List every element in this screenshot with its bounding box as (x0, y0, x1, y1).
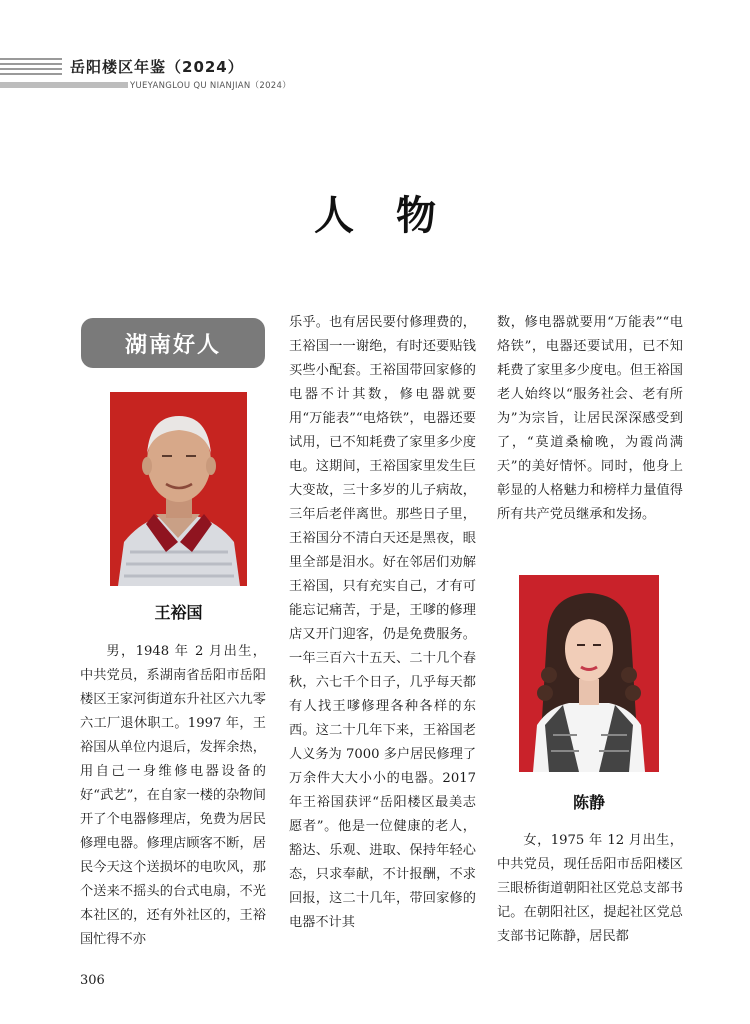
running-header-subtitle: YUEYANGLOU QU NIANJIAN（2024） (130, 81, 291, 91)
portrait-photo-wang-yuguo (110, 392, 247, 586)
person-name-wang-yuguo: 王裕国 (154, 603, 203, 622)
category-tag: 湖南好人 (81, 318, 265, 368)
portrait-man-illustration (110, 392, 247, 586)
paragraph-chen-jing-bio: 女，1975 年 12 月出生，中共党员，现任岳阳市岳阳楼区三眼桥街道朝阳社区党总支部书记。在朝阳社区，提起社区党总支部书记陈静，居民都 (497, 833, 683, 944)
person-name-chen-jing: 陈静 (572, 793, 605, 812)
text-column-3-lower (497, 829, 683, 949)
paragraph-wang-yuguo-conclusion: 数，修电器就要用“万能表”“电烙铁”，电器还要试用，已不知耗费了家里多少度电。但王裕国老人始终以“服务社会、老有所为”为宗旨，让居民深深感受到了，“莫道桑榆晚，为霞尚满天”的美好情怀。同时，他身上彰显的人格魅力和榜样力量值得所有共产党员继承和发扬。 (497, 315, 683, 522)
text-column-2 (289, 311, 476, 935)
running-header-title: 岳阳楼区年鉴（2024） (70, 58, 244, 76)
text-column-1 (80, 640, 266, 952)
header-rule-lines (0, 58, 62, 80)
portrait-woman-illustration (519, 575, 659, 772)
page-number: 306 (80, 973, 105, 988)
paragraph-wang-yuguo-bio: 男，1948 年 2 月出生，中共党员，系湖南省岳阳市岳阳楼区王家河街道东升社区六九零六工厂退休职工。1997 年，王裕国从单位内退后，发挥余热，用自己一身维修电器设备的好“武艺”，在自家一楼的杂物间开了个电器修理店，免费为居民修理电器。修理店顾客不断，居民今天这个送损坏的电吹风，那个送来不摇头的台式电扇，不光本社区的，还有外社区的，王裕国忙得不亦 (80, 644, 266, 947)
section-title: 人物 (314, 193, 478, 239)
paragraph-wang-yuguo-continued: 乐乎。也有居民要付修理费的，王裕国一一谢绝，有时还要贴钱买些小配套。王裕国带回家修的电器不计其数，修电器就要用“万能表”“电烙铁”，电器还要试用，已不知耗费了家里多少度电。这期间，王裕国家里发生巨大变故，三十多岁的儿子病故，三年后老伴离世。那些日子里，王裕国分不清白天还是黑夜，眼里全部是泪水。好在邻居们劝解王裕国，只有充实自己，才有可能忘记痛苦，于是，王嗲的修理店又开门迎客，仍是免费服务。一年三百六十五天、二十几个春秋，六七千个日子，几乎每天都有人找王嗲修理各种各样的东西。这二十几年下来，王裕国老人义务为 7000 多户居民修理了万余件大大小小的电器。2017 年王裕国获评“岳阳楼区最美志愿者”。他是一位健康的老人，豁达、乐观、进取、保持年轻心态，只求奉献，不计报酬，不求回报，这二十几年，带回家修的电器不计其 (289, 315, 477, 930)
header-bar (0, 82, 128, 88)
text-column-3 (497, 311, 683, 527)
portrait-photo-chen-jing (519, 575, 659, 772)
